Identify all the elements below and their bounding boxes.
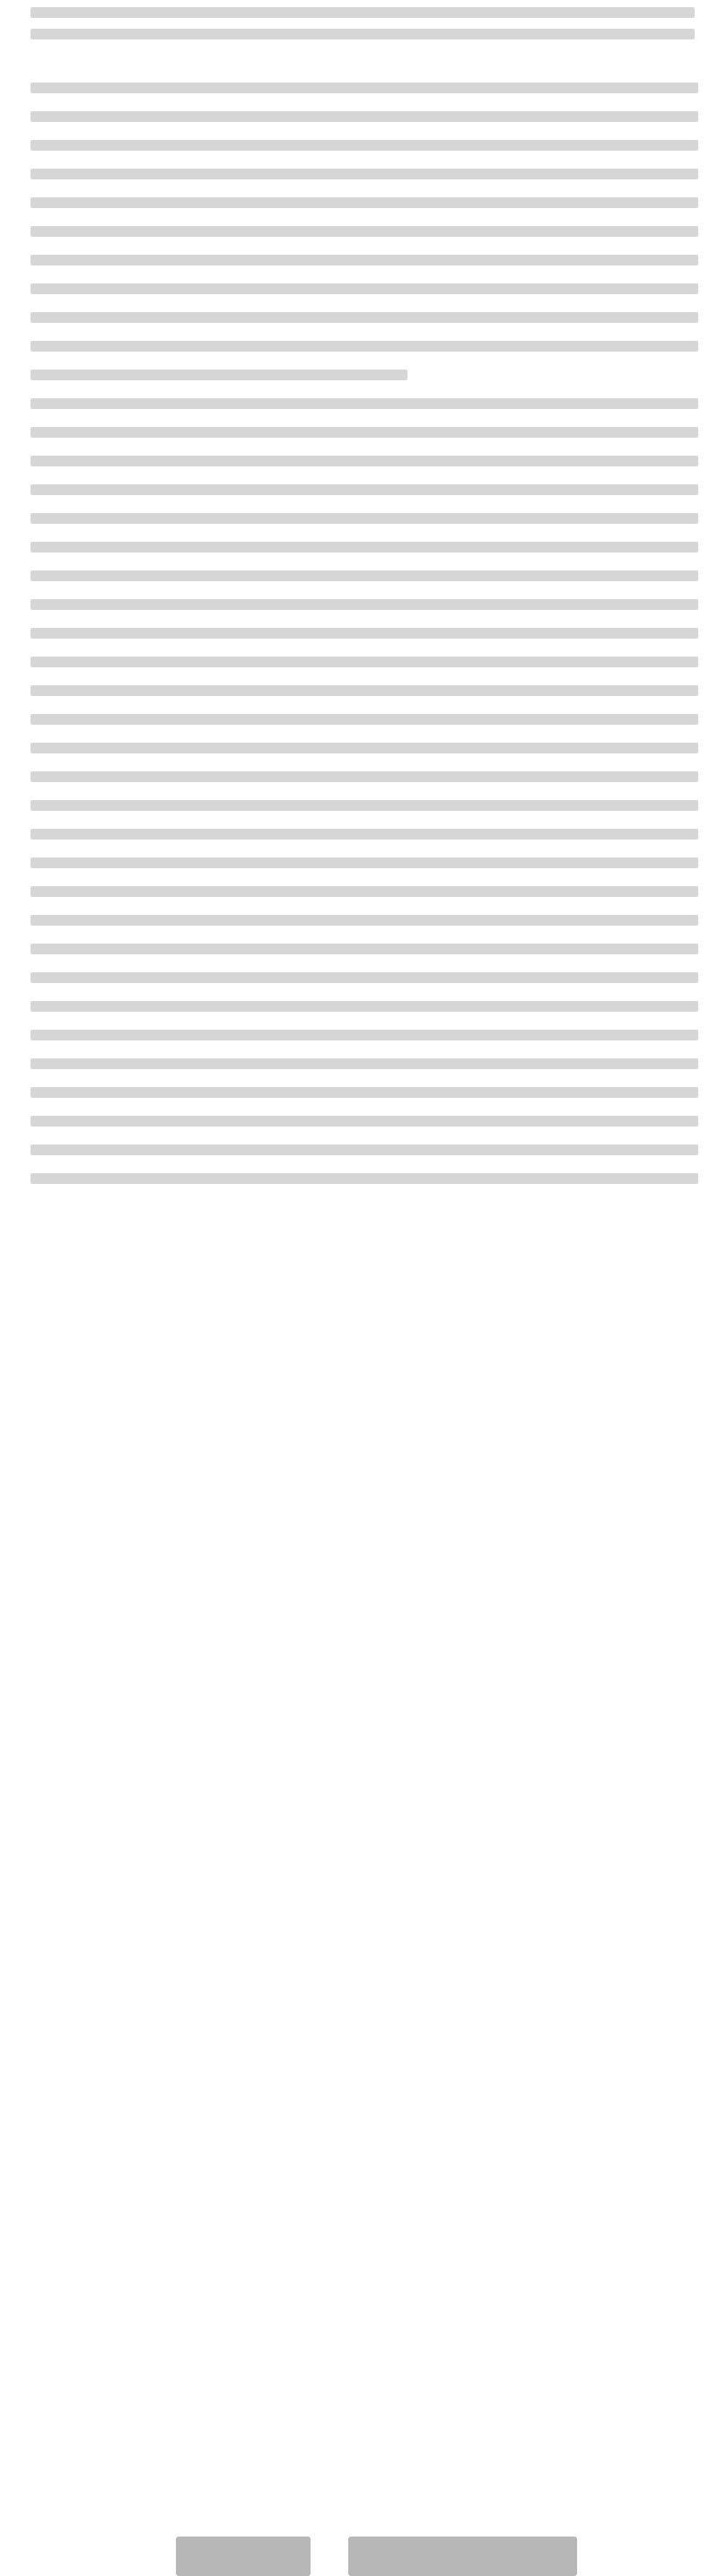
text-line	[31, 456, 698, 466]
text-line	[31, 628, 698, 639]
text-line	[31, 599, 698, 610]
text-line	[31, 341, 698, 352]
text-line	[31, 915, 698, 926]
text-line	[31, 857, 698, 868]
text-line	[31, 197, 698, 208]
text-line	[31, 140, 698, 151]
text-line	[31, 771, 698, 782]
text-line	[31, 283, 698, 294]
text-line	[31, 398, 698, 409]
text-line	[31, 1087, 698, 1098]
bottom-banner	[0, 1256, 718, 1368]
text-line	[31, 829, 698, 840]
text-line	[31, 312, 698, 323]
text-line	[31, 886, 698, 897]
text-line	[31, 83, 698, 93]
text-line	[31, 800, 698, 811]
text-line	[31, 1030, 698, 1040]
text-line	[31, 370, 407, 380]
text-line	[31, 1116, 698, 1127]
text-line	[31, 513, 698, 524]
text-line	[31, 29, 695, 39]
text-line	[31, 226, 698, 237]
remaining-pages-placeholder	[176, 2537, 311, 2576]
text-line	[31, 743, 698, 753]
text-line	[31, 169, 698, 179]
text-line	[31, 1144, 698, 1155]
text-line	[31, 714, 698, 725]
text-line	[31, 255, 698, 265]
text-line	[31, 7, 695, 18]
text-line	[31, 570, 698, 581]
text-line	[31, 1173, 698, 1184]
text-line	[31, 944, 698, 954]
text-line	[31, 111, 698, 122]
download-to-view-button[interactable]	[348, 2537, 577, 2576]
text-line	[31, 1058, 698, 1069]
text-line	[31, 484, 698, 495]
text-line	[31, 542, 698, 553]
text-line	[31, 657, 698, 667]
text-line	[31, 1001, 698, 1012]
text-line	[31, 685, 698, 696]
text-line	[31, 427, 698, 438]
text-line	[31, 972, 698, 983]
